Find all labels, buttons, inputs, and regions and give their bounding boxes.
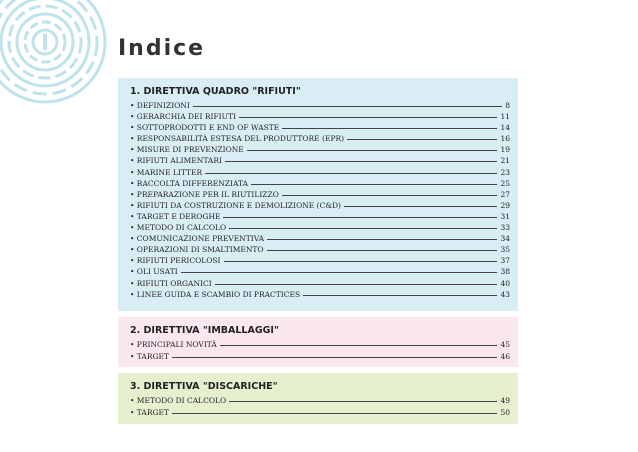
toc-entry-page: 33 — [500, 223, 510, 233]
toc-entry-page: 23 — [500, 167, 510, 177]
section-title: 2. DIRETTIVA "IMBALLAGGI" — [130, 325, 279, 336]
toc-entry-label: • RIFIUTI PERICOLOSI — [130, 256, 221, 266]
section-2-box — [118, 317, 518, 367]
toc-entry-label: • RIFIUTI ALIMENTARI — [130, 156, 222, 166]
toc-entry-label: • MISURE DI PREVENZIONE — [130, 145, 244, 155]
toc-entry-label: • RACCOLTA DIFFERENZIATA — [130, 178, 248, 188]
toc-entry[interactable] — [130, 200, 510, 211]
toc-entry-page: 14 — [500, 123, 510, 133]
toc-entry[interactable] — [130, 155, 510, 166]
leader-line — [247, 150, 498, 151]
toc-entry-page: 21 — [500, 156, 510, 166]
toc-entry-label: • LINEE GUIDA E SCAMBIO DI PRACTICES — [130, 289, 301, 299]
toc-entry-page: 37 — [500, 256, 510, 266]
toc-entry[interactable] — [130, 289, 510, 300]
leader-line — [225, 161, 498, 162]
toc-entry-label: • RIFIUTI ORGANICI — [130, 278, 212, 288]
leader-line — [229, 401, 497, 402]
section-3-box — [118, 373, 518, 424]
leader-line — [303, 295, 497, 296]
toc-entry[interactable] — [130, 144, 510, 155]
leader-line — [251, 184, 497, 185]
toc-entry-page: 19 — [500, 145, 510, 155]
toc-entry-label: • COMUNICAZIONE PREVENTIVA — [130, 234, 265, 244]
toc-entry-page: 38 — [500, 267, 510, 277]
toc-entry-label: • METODO DI CALCOLO — [130, 223, 227, 233]
toc-entry[interactable] — [130, 178, 510, 189]
leader-line — [282, 128, 497, 129]
concentric-rings-icon — [0, 0, 110, 110]
toc-entry-label: • METODO DI CALCOLO — [130, 396, 227, 405]
section-title: 1. DIRETTIVA QUADRO "RIFIUTI" — [130, 86, 301, 97]
toc-entry-page: 46 — [500, 351, 510, 361]
leader-line — [224, 261, 498, 262]
toc-entry-label: • RIFIUTI DA COSTRUZIONE E DEMOLIZIONE (C&D) — [130, 200, 341, 210]
section-title: 3. DIRETTIVA "DISCARICHE" — [130, 381, 278, 392]
toc-entry-label: • MARINE LITTER — [130, 167, 203, 177]
toc-entry-page: 49 — [500, 396, 510, 405]
leader-line — [172, 413, 498, 414]
toc-entry[interactable] — [130, 133, 510, 144]
leader-line — [193, 106, 502, 107]
toc-entry[interactable] — [130, 395, 510, 407]
leader-line — [205, 173, 497, 174]
toc-entry-page: 34 — [500, 234, 510, 244]
toc-entry[interactable] — [130, 189, 510, 200]
toc-entry-label: • PREPARAZIONE PER IL RIUTILIZZO — [130, 189, 279, 199]
toc-entry[interactable] — [130, 278, 510, 289]
toc-entry-page: 40 — [500, 278, 510, 288]
toc-entry-label: • OPERAZIONI DI SMALTIMENTO — [130, 245, 264, 255]
toc-entry[interactable] — [130, 222, 510, 233]
toc-entry[interactable] — [130, 111, 510, 122]
toc-entry-page: 25 — [500, 178, 510, 188]
toc-entry-label: • TARGET — [130, 351, 169, 361]
toc-entry-page: 29 — [500, 200, 510, 210]
leader-line — [344, 206, 498, 207]
leader-line — [267, 239, 497, 240]
leader-line — [172, 357, 498, 358]
section-1-box — [118, 78, 518, 311]
toc-entry-label: • GERARCHIA DEI RIFIUTI — [130, 112, 236, 122]
toc-entry-label: • TARGET E DEROGHE — [130, 211, 221, 221]
toc-entry-page: 11 — [500, 112, 510, 122]
toc-entry-label: • SOTTOPRODOTTI E END OF WASTE — [130, 123, 280, 133]
toc-entry-page: 43 — [500, 289, 510, 299]
page-title: Indice — [118, 36, 206, 61]
toc-entry-page: 50 — [500, 407, 510, 417]
toc-entry-page: 27 — [500, 189, 510, 199]
toc-entry-label: • TARGET — [130, 407, 169, 417]
leader-line — [347, 139, 497, 140]
leader-line — [181, 272, 498, 273]
toc-entry-label: • PRINCIPALI NOVITÀ — [130, 340, 217, 349]
leader-line — [215, 284, 498, 285]
toc-entry-page: 8 — [505, 101, 510, 110]
toc-entry[interactable] — [130, 233, 510, 244]
leader-line — [229, 228, 497, 229]
toc-entry-label: • OLI USATI — [130, 267, 178, 277]
toc-entry[interactable] — [130, 244, 510, 255]
toc-entry[interactable] — [130, 211, 510, 222]
toc-entry-label: • DEFINIZIONI — [130, 101, 190, 110]
toc-entry[interactable] — [130, 100, 510, 111]
toc-entry-label: • RESPONSABILITÀ ESTESA DEL PRODUTTORE (EPR) — [130, 134, 345, 144]
leader-line — [220, 345, 498, 346]
toc-entry[interactable] — [130, 255, 510, 266]
toc-entry-page: 16 — [500, 134, 510, 144]
leader-line — [239, 117, 498, 118]
toc-entry[interactable] — [130, 339, 510, 351]
toc-entry[interactable] — [130, 122, 510, 133]
leader-line — [282, 195, 498, 196]
toc-entry[interactable] — [130, 407, 510, 419]
toc-entry-page: 35 — [500, 245, 510, 255]
leader-line — [267, 250, 498, 251]
toc-entry[interactable] — [130, 266, 510, 277]
toc-entry[interactable] — [130, 167, 510, 178]
toc-entry-page: 45 — [500, 340, 510, 349]
leader-line — [223, 217, 497, 218]
toc-entry-page: 31 — [500, 211, 510, 221]
toc-entry[interactable] — [130, 351, 510, 363]
